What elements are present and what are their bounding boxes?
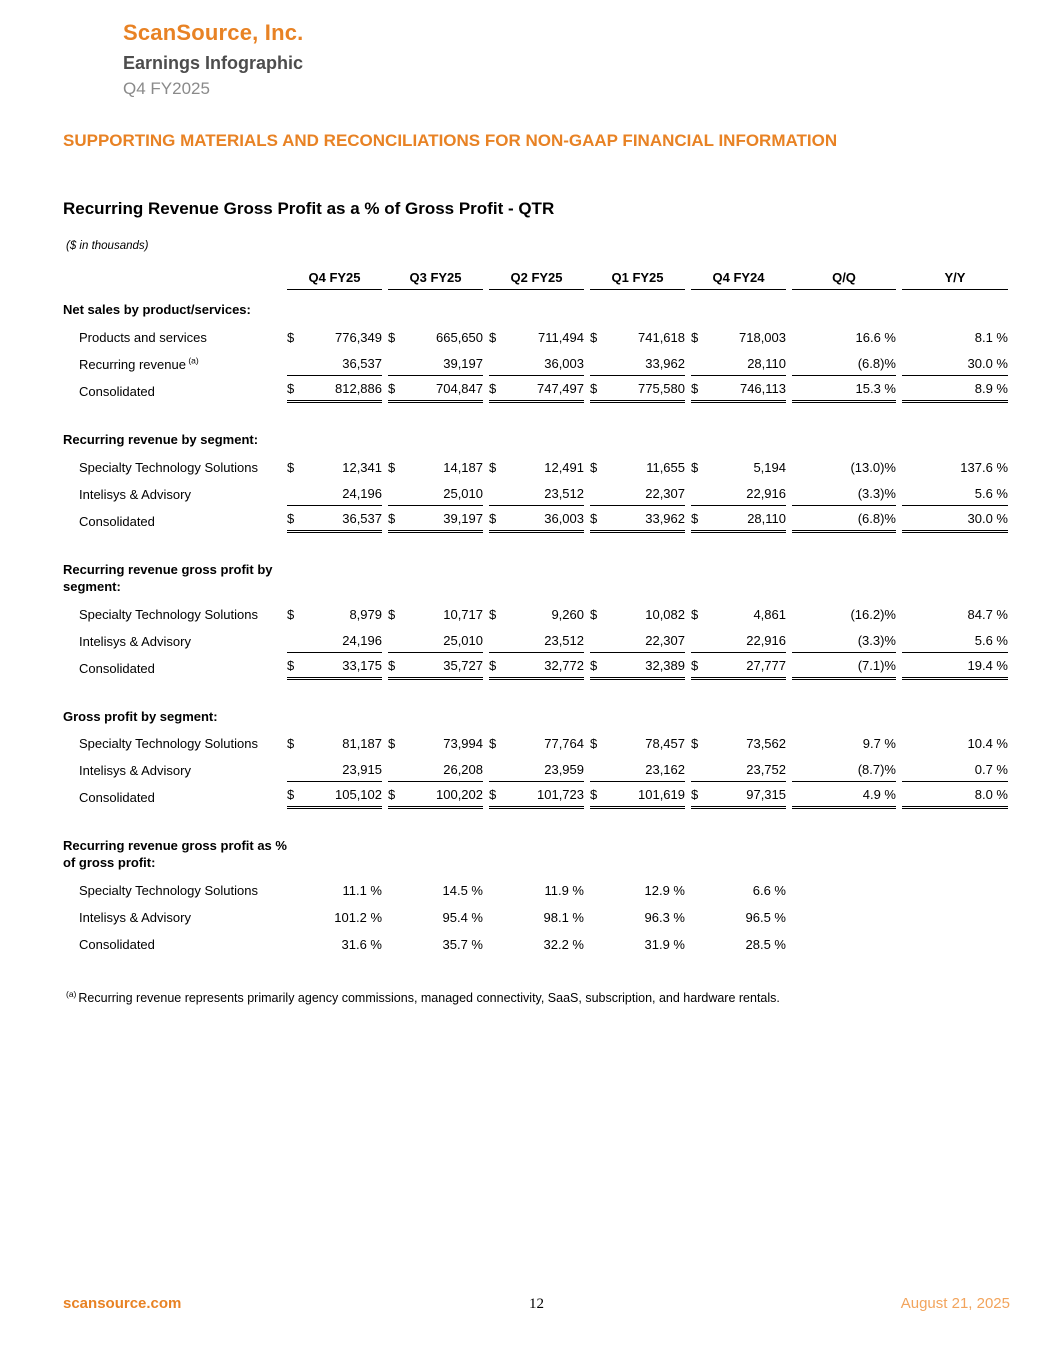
cell-value: 6.6 % [752, 883, 786, 899]
yy-cell: 8.0 % [902, 787, 1008, 809]
value-cell [388, 381, 483, 403]
value-cell [590, 658, 685, 680]
value-cell [388, 910, 483, 929]
value-cell [590, 762, 685, 782]
table-row [63, 755, 1013, 782]
yy-cell: 84.7 % [967, 606, 1008, 622]
value-cell [691, 937, 786, 956]
value-cell [691, 762, 786, 782]
value-cell [489, 787, 584, 809]
table-row [63, 626, 1013, 653]
value-cell [691, 460, 786, 479]
value-cell [590, 633, 685, 653]
qq-cell: (13.0)% [850, 459, 896, 475]
dollar-sign: $ [287, 606, 295, 622]
value-cell [691, 486, 786, 506]
dollar-sign: $ [691, 510, 699, 526]
value-cell [388, 330, 483, 349]
cell-value: 31.9 % [644, 937, 685, 953]
cell-value: 32,772 [544, 657, 584, 673]
value-cell [590, 883, 685, 902]
value-cell [287, 486, 382, 506]
cell-value: 96.3 % [644, 910, 685, 926]
value-cell [287, 330, 382, 349]
dollar-sign: $ [388, 459, 396, 475]
cell-value: 22,916 [746, 485, 786, 501]
cell-value: 14.5 % [442, 883, 483, 899]
dollar-sign: $ [489, 329, 497, 345]
dollar-sign: $ [287, 380, 295, 396]
row-label: Specialty Technology Solutions [79, 606, 258, 622]
cell-value: 12,341 [342, 459, 382, 475]
qq-cell [792, 952, 896, 956]
cell-value: 746,113 [739, 380, 786, 396]
dollar-sign: $ [489, 787, 497, 803]
value-cell [388, 633, 483, 653]
value-cell [489, 381, 584, 403]
cell-value: 22,307 [645, 632, 685, 648]
row-label: Specialty Technology Solutions [79, 883, 258, 899]
qq-cell [792, 898, 896, 902]
table-row [63, 599, 1013, 626]
yy-cell: 5.6 % [902, 633, 1008, 653]
cell-value: 35,727 [443, 657, 483, 673]
value-cell [489, 883, 584, 902]
cell-value: 73,562 [746, 736, 786, 752]
qq-cell: 15.3 % [792, 381, 896, 403]
yy-cell: 19.4 % [902, 658, 1008, 680]
table-row [63, 782, 1013, 809]
value-cell [287, 607, 382, 626]
row-label: Products and services [79, 329, 207, 345]
section-heading: Net sales by product/services: [63, 301, 251, 317]
dollar-sign: $ [489, 657, 497, 673]
dollar-sign: $ [287, 459, 295, 475]
column-header: Q/Q [792, 270, 896, 290]
value-cell [489, 736, 584, 755]
value-cell [590, 736, 685, 755]
cell-value: 33,175 [342, 657, 382, 673]
qq-cell: (6.8)% [792, 356, 896, 376]
dollar-sign: $ [691, 787, 699, 803]
dollar-sign: $ [388, 329, 396, 345]
row-label: Specialty Technology Solutions [79, 736, 258, 752]
value-cell [388, 658, 483, 680]
value-cell [489, 762, 584, 782]
value-cell [287, 762, 382, 782]
cell-value: 33,962 [645, 510, 685, 526]
cell-value: 812,886 [335, 380, 382, 396]
cell-value: 12,491 [544, 459, 584, 475]
cell-value: 24,196 [342, 632, 382, 648]
cell-value: 741,618 [638, 329, 685, 345]
yy-cell: 10.4 % [967, 736, 1008, 752]
value-cell [489, 910, 584, 929]
cell-value: 105,102 [335, 787, 382, 803]
table-row [63, 875, 1013, 902]
column-header: Q3 FY25 [388, 270, 483, 290]
dollar-sign: $ [691, 606, 699, 622]
value-cell [590, 486, 685, 506]
dollar-sign: $ [691, 459, 699, 475]
value-cell [287, 787, 382, 809]
yy-cell: 8.1 % [974, 329, 1008, 345]
cell-value: 23,959 [544, 762, 584, 778]
footnote [66, 990, 1010, 1008]
section-heading: Recurring revenue by segment: [63, 431, 259, 447]
dollar-sign: $ [287, 736, 295, 752]
table-row [63, 728, 1013, 755]
value-cell [388, 787, 483, 809]
cell-value: 665,650 [436, 329, 483, 345]
value-cell [590, 330, 685, 349]
yy-cell: 30.0 % [902, 356, 1008, 376]
column-header: Q1 FY25 [590, 270, 685, 290]
yy-cell: 8.9 % [902, 381, 1008, 403]
row-label: Consolidated [79, 660, 155, 676]
cell-value: 5,194 [753, 459, 786, 475]
dollar-sign: $ [388, 736, 396, 752]
value-cell [590, 460, 685, 479]
yy-cell [902, 898, 1008, 902]
cell-value: 101,619 [638, 787, 685, 803]
value-cell [590, 356, 685, 376]
value-cell [388, 937, 483, 956]
dollar-sign: $ [590, 606, 598, 622]
cell-value: 10,082 [645, 606, 685, 622]
value-cell [489, 330, 584, 349]
cell-value: 23,162 [645, 762, 685, 778]
cell-value: 8,979 [349, 606, 382, 622]
cell-value: 11.1 % [342, 883, 382, 899]
document-subtitle: Earnings Infographic [123, 53, 304, 73]
value-cell [388, 460, 483, 479]
value-cell [691, 356, 786, 376]
dollar-sign: $ [388, 657, 396, 673]
cell-value: 23,915 [342, 762, 382, 778]
cell-value: 31.6 % [341, 937, 382, 953]
row-label: Recurring revenue $^{(a)}$ [79, 355, 199, 372]
cell-value: 97,315 [746, 787, 786, 803]
cell-value: 36,537 [342, 510, 382, 526]
value-cell [489, 937, 584, 956]
qq-cell: 9.7 % [862, 736, 896, 752]
dollar-sign: $ [388, 606, 396, 622]
value-cell [691, 381, 786, 403]
footnote-text: Recurring revenue represents primarily agency commissions, managed connectivity, SaaS, subscription, and hardware rentals. [78, 991, 780, 1006]
row-label: Intelisys & Advisory [79, 633, 191, 649]
cell-value: 776,349 [335, 329, 382, 345]
cell-value: 98.1 % [543, 910, 584, 926]
cell-value: 36,003 [544, 355, 584, 371]
value-cell [691, 633, 786, 653]
row-label: Intelisys & Advisory [79, 486, 191, 502]
yy-cell: 0.7 % [902, 762, 1008, 782]
qq-cell: (7.1)% [792, 658, 896, 680]
dollar-sign: $ [590, 787, 598, 803]
value-cell [388, 486, 483, 506]
cell-value: 23,512 [544, 485, 584, 501]
value-cell [287, 937, 382, 956]
cell-value: 747,497 [537, 380, 584, 396]
row-label: Specialty Technology Solutions [79, 459, 258, 475]
section-heading: Recurring revenue gross profit as % of gross profit: [63, 838, 287, 871]
value-cell [590, 937, 685, 956]
section-title: SUPPORTING MATERIALS AND RECONCILIATIONS FOR NON-GAAP FINANCIAL INFORMATION [63, 131, 838, 150]
dollar-sign: $ [489, 736, 497, 752]
cell-value: 78,457 [645, 736, 685, 752]
value-cell [691, 787, 786, 809]
footnote-ref: (a) [185, 355, 199, 366]
row-label: Intelisys & Advisory [79, 763, 191, 779]
value-cell [691, 883, 786, 902]
company-name: ScanSource, Inc. [123, 20, 304, 45]
value-cell [691, 607, 786, 626]
table-row [63, 479, 1013, 506]
value-cell [388, 356, 483, 376]
cell-value: 101,723 [537, 787, 584, 803]
cell-value: 9,260 [551, 606, 584, 622]
dollar-sign: $ [388, 787, 396, 803]
cell-value: 25,010 [443, 485, 483, 501]
value-cell [287, 381, 382, 403]
cell-value: 10,717 [443, 606, 483, 622]
cell-value: 12.9 % [644, 883, 685, 899]
table-row [63, 376, 1013, 403]
table-header-row [63, 266, 1013, 290]
dollar-sign: $ [590, 380, 598, 396]
cell-value: 23,752 [746, 762, 786, 778]
section-heading: Gross profit by segment: [63, 708, 218, 724]
cell-value: 81,187 [342, 736, 382, 752]
cell-value: 14,187 [443, 459, 483, 475]
footnote-marker: (a) [66, 989, 77, 1000]
table-row [63, 506, 1013, 533]
report-date: August 21, 2025 [900, 1295, 1010, 1312]
dollar-sign: $ [691, 736, 699, 752]
value-cell [388, 736, 483, 755]
cell-value: 711,494 [537, 329, 584, 345]
value-cell [287, 910, 382, 929]
value-cell [489, 511, 584, 533]
cell-value: 28,110 [747, 355, 786, 371]
dollar-sign: $ [388, 380, 396, 396]
document-header [123, 20, 1055, 99]
value-cell [388, 762, 483, 782]
row-label: Consolidated [79, 383, 155, 399]
value-cell [691, 658, 786, 680]
yy-cell [902, 952, 1008, 956]
column-header: Q4 FY24 [691, 270, 786, 290]
report-period: Q4 FY2025 [123, 79, 210, 98]
value-cell [287, 883, 382, 902]
cell-value: 73,994 [443, 736, 483, 752]
dollar-sign: $ [489, 510, 497, 526]
value-cell [489, 486, 584, 506]
cell-value: 24,196 [342, 485, 382, 501]
cell-value: 11.9 % [544, 883, 584, 899]
value-cell [590, 787, 685, 809]
cell-value: 25,010 [443, 632, 483, 648]
value-cell [691, 330, 786, 349]
cell-value: 39,197 [443, 510, 483, 526]
yy-cell: 5.6 % [902, 486, 1008, 506]
yy-cell: 137.6 % [960, 459, 1008, 475]
qq-cell: (16.2)% [850, 606, 896, 622]
table-row [63, 929, 1013, 956]
dollar-sign: $ [287, 510, 295, 526]
table-row [63, 322, 1013, 349]
cell-value: 704,847 [436, 380, 483, 396]
dollar-sign: $ [287, 329, 295, 345]
dollar-sign: $ [691, 657, 699, 673]
dollar-sign: $ [287, 657, 295, 673]
cell-value: 35.7 % [442, 937, 483, 953]
dollar-sign: $ [590, 510, 598, 526]
cell-value: 4,861 [753, 606, 786, 622]
cell-value: 33,962 [645, 355, 685, 371]
table-row [63, 902, 1013, 929]
section-heading: Recurring revenue gross profit by segment: [63, 561, 273, 594]
dollar-sign: $ [590, 657, 598, 673]
qq-cell [792, 925, 896, 929]
dollar-sign: $ [691, 329, 699, 345]
units-note: ($ in thousands) [66, 239, 149, 252]
value-cell [489, 460, 584, 479]
value-cell [287, 511, 382, 533]
value-cell [388, 511, 483, 533]
dollar-sign: $ [590, 329, 598, 345]
value-cell [590, 607, 685, 626]
value-cell [489, 658, 584, 680]
yy-cell: 30.0 % [902, 511, 1008, 533]
column-header: Y/Y [902, 270, 1008, 290]
column-header: Q2 FY25 [489, 270, 584, 290]
table-row [63, 653, 1013, 680]
financial-table [63, 266, 1013, 956]
value-cell [590, 910, 685, 929]
row-label: Consolidated [79, 937, 155, 953]
dollar-sign: $ [489, 606, 497, 622]
cell-value: 26,208 [443, 762, 483, 778]
cell-value: 23,512 [544, 632, 584, 648]
cell-value: 77,764 [544, 736, 584, 752]
value-cell [287, 736, 382, 755]
page-footer [0, 1295, 1055, 1313]
value-cell [489, 356, 584, 376]
cell-value: 32,389 [645, 657, 685, 673]
cell-value: 27,777 [746, 657, 786, 673]
yy-cell [902, 925, 1008, 929]
value-cell [489, 633, 584, 653]
cell-value: 28.5 % [745, 937, 786, 953]
cell-value: 22,307 [645, 485, 685, 501]
table-title: Recurring Revenue Gross Profit as a % of Gross Profit - QTR [63, 198, 555, 218]
value-cell [388, 607, 483, 626]
cell-value: 775,580 [638, 380, 685, 396]
value-cell [388, 883, 483, 902]
cell-value: 39,197 [443, 355, 483, 371]
column-header: Q4 FY25 [287, 270, 382, 290]
cell-value: 11,655 [646, 459, 685, 475]
dollar-sign: $ [590, 736, 598, 752]
value-cell [691, 910, 786, 929]
value-cell [489, 607, 584, 626]
value-cell [287, 658, 382, 680]
dollar-sign: $ [489, 459, 497, 475]
dollar-sign: $ [590, 459, 598, 475]
value-cell [287, 460, 382, 479]
row-label: Consolidated [79, 513, 155, 529]
dollar-sign: $ [691, 380, 699, 396]
value-cell [287, 356, 382, 376]
cell-value: 28,110 [747, 510, 786, 526]
cell-value: 95.4 % [442, 910, 483, 926]
qq-cell: 4.9 % [792, 787, 896, 809]
value-cell [691, 736, 786, 755]
cell-value: 718,003 [739, 329, 786, 345]
cell-value: 96.5 % [745, 910, 786, 926]
website-link[interactable]: scansource.com [63, 1295, 182, 1312]
value-cell [691, 511, 786, 533]
header-spacer [63, 286, 281, 290]
qq-cell: (3.3)% [792, 486, 896, 506]
qq-cell: (6.8)% [792, 511, 896, 533]
table-row [63, 349, 1013, 376]
cell-value: 100,202 [436, 787, 483, 803]
row-label: Consolidated [79, 790, 155, 806]
cell-value: 22,916 [746, 632, 786, 648]
value-cell [590, 511, 685, 533]
dollar-sign: $ [489, 380, 497, 396]
qq-cell: 16.6 % [855, 329, 896, 345]
cell-value: 32.2 % [543, 937, 584, 953]
page-number: 12 [529, 1296, 544, 1312]
table-row [63, 452, 1013, 479]
value-cell [287, 633, 382, 653]
cell-value: 36,003 [544, 510, 584, 526]
dollar-sign: $ [287, 787, 295, 803]
qq-cell: (3.3)% [792, 633, 896, 653]
dollar-sign: $ [388, 510, 396, 526]
row-label: Intelisys & Advisory [79, 910, 191, 926]
value-cell [590, 381, 685, 403]
cell-value: 101.2 % [334, 910, 382, 926]
cell-value: 36,537 [342, 355, 382, 371]
qq-cell: (8.7)% [792, 762, 896, 782]
